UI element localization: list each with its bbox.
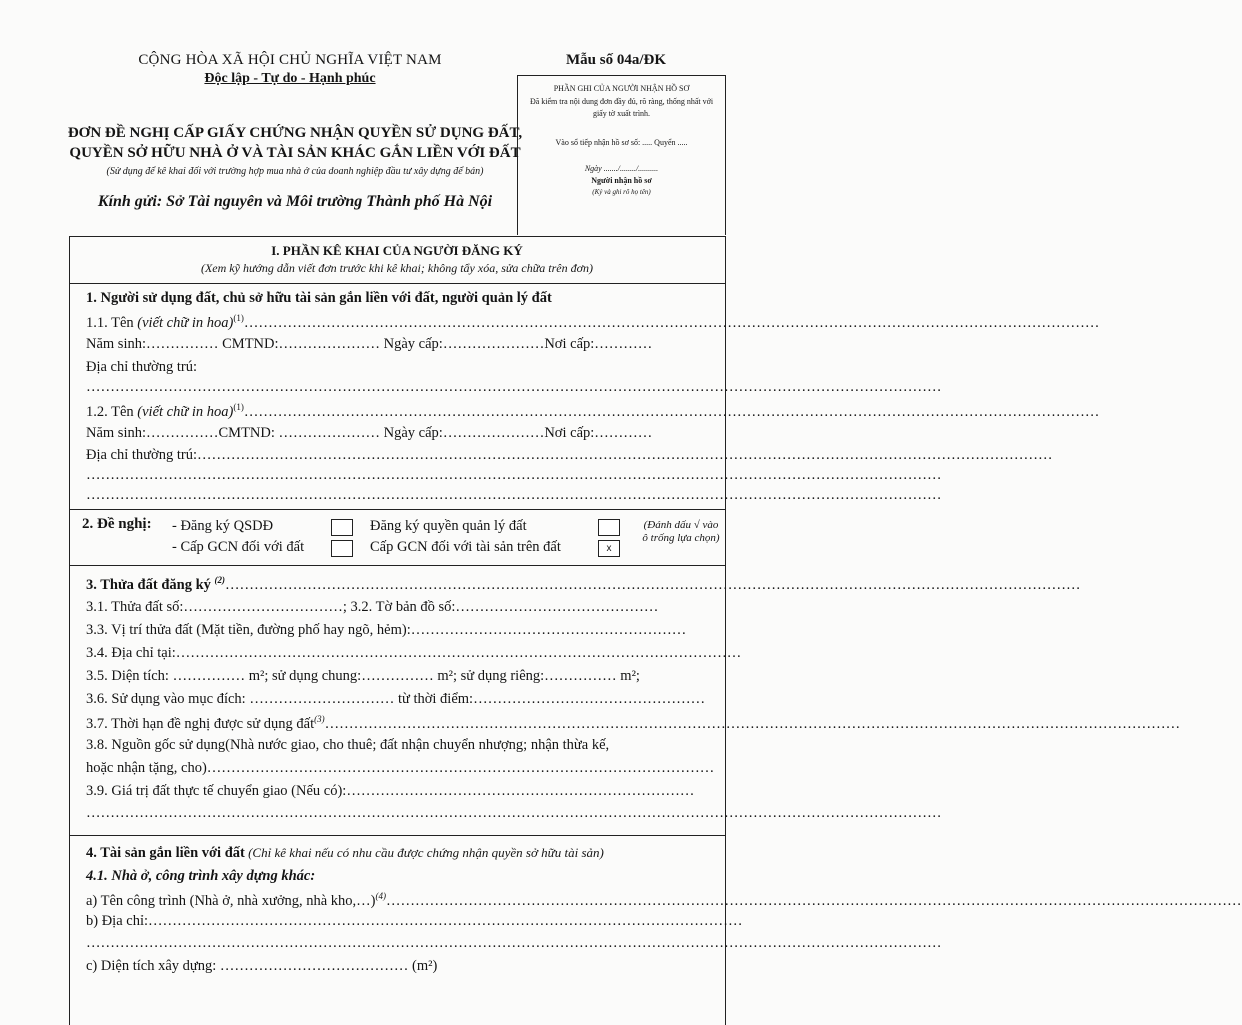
land-origin-label: 3.8. Nguồn gốc sử dụng(Nhà nước giao, cho thuê; đất nhận chuyển nhượng; nhận thừa kế, [86, 737, 610, 753]
checkbox-cert-land[interactable] [331, 540, 353, 557]
fill-dots: …………………………………………………………………………………………………………………………………………………………… [196, 447, 1053, 463]
receiver-label: Người nhận hồ sơ [591, 176, 652, 185]
footnote-ref: (1) [233, 402, 244, 412]
building-address-field[interactable]: b) Địa chỉ:…………………………………………………………………………………………………………… [86, 913, 743, 929]
option-cert-assets: Cấp GCN đối với tài sản trên đất [370, 539, 561, 555]
fill-dots: …………………………………………………………………………………………………………………………………………………………… [243, 403, 1100, 420]
address-field-1[interactable]: Địa chỉ thường trú: [86, 359, 197, 375]
recipient-line: Kính gửi: Sở Tài nguyên và Môi trường Thành phố Hà Nội [97, 193, 493, 210]
address-dots-2[interactable]: …………………………………………………………………………………………………………………………………………………………… [86, 467, 942, 483]
birth-id-line-1[interactable]: Năm sinh:…………… CMTND:………………… Ngày cấp:…………………Nơi cấp:………… [86, 336, 653, 352]
option-register-qsdd: - Đăng ký QSDĐ [172, 518, 274, 534]
fill-dots: …………………………………………………………………………………………………………………………………………………………… [324, 715, 1181, 732]
building-area-field[interactable]: c) Diện tích xây dựng: ………………………………… (m²) [86, 958, 438, 974]
parcel-address-field[interactable]: 3.4. Địa chỉ tại:……………………………………………………………………………………………………… [86, 645, 742, 661]
part2-note: (Đánh dấu √ vào ô trống lựa chọn) [642, 519, 720, 544]
parcel-location-field[interactable]: 3.3. Vị trí thửa đất (Mặt tiền, đường phố hay ngõ, hẻm):………………………………………………… [86, 622, 687, 638]
land-value-field[interactable]: 3.9. Giá trị đất thực tế chuyển giao (Nếu có):……………………………………………………………… [86, 783, 695, 799]
footnote-ref: (3) [314, 714, 325, 724]
receiver-box-title: PHẦN GHI CỦA NGƯỜI NHẬN HỒ SƠ [553, 84, 690, 93]
birth-id-line-2[interactable]: Năm sinh:……………CMTND: ………………… Ngày cấp:…………………Nơi cấp:………… [86, 425, 653, 441]
option-manage-land: Đăng ký quyền quản lý đất [370, 518, 527, 534]
part4-heading-text: 4. Tài sản gắn liền với đất [86, 845, 245, 861]
form-usage-note: (Sử dụng để kê khai đối với trường hợp mua nhà ở của doanh nghiệp đầu tư xây dựng để bán) [106, 166, 484, 177]
name-field-2[interactable] [86, 402, 1100, 421]
part4-heading-note: (Chỉ kê khai nếu có nhu cầu được chứng nhận quyền sở hữu tài sản) [244, 845, 604, 860]
receipt-number: Vào sổ tiếp nhận hồ sơ số: ..... Quyển ..... [555, 138, 688, 147]
land-value-dots[interactable]: …………………………………………………………………………………………………………………………………………………………… [86, 805, 942, 821]
receiver-box [517, 75, 726, 235]
part4-heading [86, 845, 716, 862]
motto: Độc lập - Tự do - Hạnh phúc [204, 71, 376, 86]
receipt-date: Ngày ......./......../.......... [584, 164, 659, 173]
building-name-field[interactable] [86, 891, 1242, 910]
part2-heading: 2. Đề nghị: [82, 516, 152, 532]
name-label: 1.1. Tên [86, 314, 138, 331]
name-label: 1.2. Tên [86, 403, 138, 420]
fill-dots: …………………………………………………………………………………………………………………………………………………………… [243, 314, 1100, 331]
nation-heading: CỘNG HÒA XÃ HỘI CHỦ NGHĨA VIỆT NAM [138, 52, 442, 68]
section-divider [69, 509, 725, 510]
land-origin-field[interactable]: hoặc nhận tặng, cho)…………………………………………………………………………………………… [86, 760, 715, 776]
checkbox-cert-assets[interactable]: x [598, 540, 620, 557]
subsection-41-heading: 4.1. Nhà ở, công trình xây dựng khác: [86, 868, 316, 884]
usage-term-label: 3.7. Thời hạn đề nghị được sử dụng đất [86, 715, 315, 732]
name-hint: (viết chữ in hoa) [137, 403, 234, 420]
address-label: Địa chỉ thường trú: [86, 447, 197, 463]
footnote-ref: (4) [375, 891, 386, 901]
part3-heading [86, 575, 1081, 594]
building-name-label: a) Tên công trình (Nhà ở, nhà xưởng, nhà kho,…) [86, 892, 376, 909]
form-number: Mẫu số 04a/ĐK [566, 52, 667, 68]
parcel-area-field[interactable]: 3.5. Diện tích: …………… m²; sử dụng chung:…………… m²; sử dụng riêng:…………… m²; [86, 668, 640, 684]
checkbox-register-qsdd[interactable] [331, 519, 353, 536]
address-dots-1[interactable]: …………………………………………………………………………………………………………………………………………………………… [86, 379, 942, 395]
section-divider [69, 835, 725, 836]
name-hint: (viết chữ in hoa) [137, 314, 234, 331]
section-divider [69, 565, 725, 566]
form-title-line2: QUYỀN SỞ HỮU NHÀ Ở VÀ TÀI SẢN KHÁC GẮN LIỀN VỚI ĐẤT [69, 145, 521, 161]
name-field-1[interactable] [86, 313, 1100, 332]
footnote-ref: (1) [233, 313, 244, 323]
fill-dots: …………………………………………………………………………………………………………………………………………………………… [225, 576, 1081, 593]
section-title: I. PHẦN KÊ KHAI CỦA NGƯỜI ĐĂNG KÝ [271, 243, 523, 258]
section-note: (Xem kỹ hướng dẫn viết đơn trước khi kê khai; không tẩy xóa, sửa chữa trên đơn) [200, 261, 594, 275]
parcel-purpose-field[interactable]: 3.6. Sử dụng vào mục đích: ………………………… từ thời điểm:………………………………………… [86, 691, 706, 707]
checkbox-manage-land[interactable] [598, 519, 620, 536]
building-address-dots[interactable]: …………………………………………………………………………………………………………………………………………………………… [86, 935, 942, 951]
form-title-line1: ĐƠN ĐỀ NGHỊ CẤP GIẤY CHỨNG NHẬN QUYỀN SỬ DỤNG ĐẤT, [67, 125, 523, 141]
address-field-2[interactable] [86, 447, 1053, 464]
receiver-sign-note: (Ký và ghi rõ họ tên) [592, 188, 651, 196]
fill-dots: …………………………………………………………………………………………………………………………………………………………… [386, 892, 1242, 909]
section-divider [69, 283, 725, 284]
receiver-checked-note: Đã kiểm tra nội dung đơn đầy đủ, rõ ràng, thống nhất với giấy tờ xuất trình. [529, 97, 714, 118]
part3-heading-text: 3. Thửa đất đăng ký [86, 576, 211, 593]
usage-term-field[interactable] [86, 714, 1181, 733]
address-dots-3[interactable]: …………………………………………………………………………………………………………………………………………………………… [86, 487, 942, 503]
parcel-number-field[interactable]: 3.1. Thửa đất số:……………………………; 3.2. Tờ bản đồ số:…………………………………… [86, 599, 659, 615]
footnote-ref: (2) [214, 575, 226, 585]
part1-heading: 1. Người sử dụng đất, chủ sở hữu tài sản gắn liền với đất, người quản lý đất [86, 290, 552, 306]
option-cert-land: - Cấp GCN đối với đất [172, 539, 305, 555]
